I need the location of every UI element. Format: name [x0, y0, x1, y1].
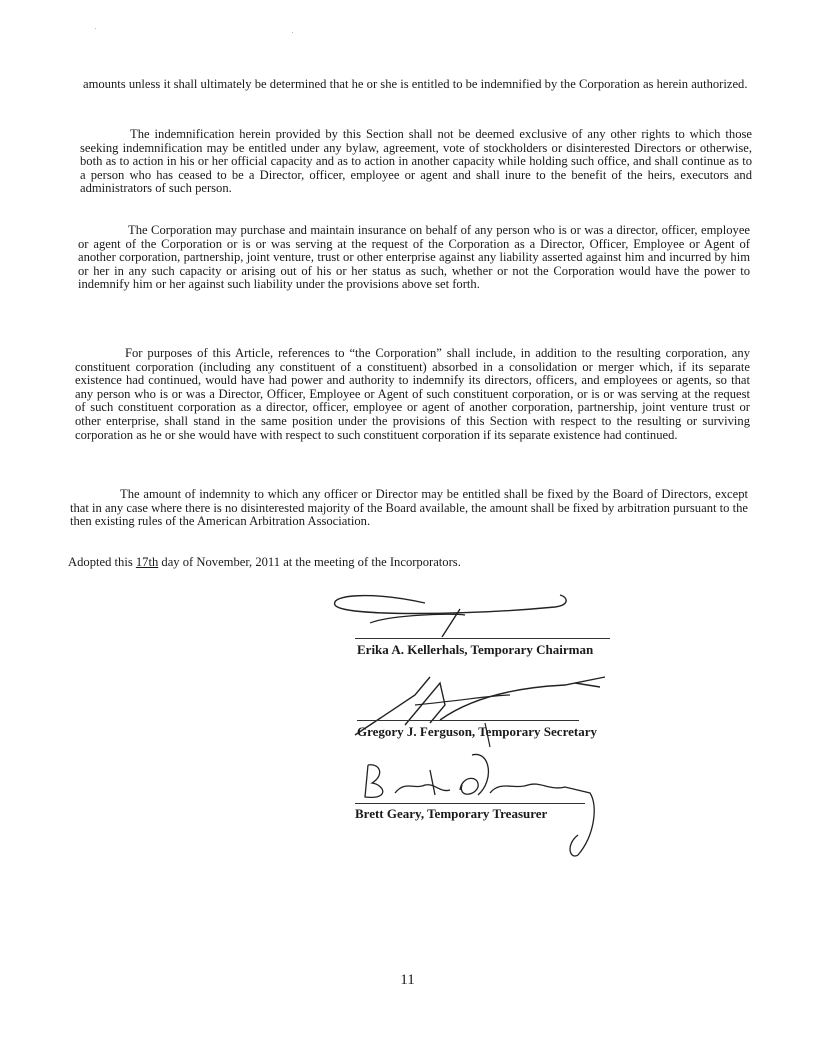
signatory-name-secretary: Gregory J. Ferguson, Temporary Secretary — [357, 724, 597, 739]
page-number: 11 — [400, 972, 415, 988]
adoption-statement — [68, 555, 461, 570]
adoption-day: 17th — [135, 555, 159, 569]
adoption-prefix: Adopted this — [68, 555, 136, 569]
signatory-name-chairman: Erika A. Kellerhals, Temporary Chairman — [357, 642, 594, 657]
paragraph-amount-of-indemnity: The amount of indemnity to which any officer or Director may be entitled shall be fixed by the Board of Directors, except that in any case where there is no disinterested majority of the Board available, the amount shall be fixed by arbitration pursuant to the then existing rules of the American Arbitration Association. — [70, 487, 748, 529]
paragraph-continuation: amounts unless it shall ultimately be determined that he or she is entitled to be indemnified by the Corporation as herein authorized. — [83, 77, 748, 91]
signature-chairman — [330, 585, 580, 640]
paragraph-insurance: The Corporation may purchase and maintain insurance on behalf of any person who is or was a director, officer, employee or agent of the Corporation or is or was serving at the request of the Corporation as a Director, Officer, Employee or Agent of another corporation, partnership, joint venture, trust or other enterprise against any liability asserted against him and incurred by him or her in any such capacity or arising out of his or her status as such, whether or not the Corporation would have the power to indemnify him or her against such liability under the provisions above set forth. — [78, 223, 750, 292]
signature-line-treasurer — [355, 803, 585, 804]
signature-line-secretary — [357, 720, 579, 721]
scan-speck — [95, 28, 96, 29]
signatory-name-treasurer: Brett Geary, Temporary Treasurer — [355, 806, 548, 821]
scan-speck — [292, 32, 293, 33]
signature-line-chairman — [355, 638, 610, 639]
signature-secretary — [345, 665, 645, 755]
paragraph-constituent-corporation: For purposes of this Article, references to “the Corporation” shall include, in addition to the resulting corporation, any constituent corporation (including any constituent of a constituent) absorbed in a consolidation or merger which, if its separate existence had continued, would have had power and authority to indemnify its directors, officers, and employees or agents, so that any person who is or was a Director, Officer, Employee or Agent of such constituent corporation, or is or was serving at the request of such constituent corporation as a director, officer, employee or agent of another corporation, partnership, joint venture trust or other enterprise, shall stand in the same position under the provisions of this Section with respect to the resulting or surviving corporation as he or she would have with respect to such constituent corporation if its separate existence had continued. — [75, 346, 750, 442]
paragraph-indemnification-exclusivity: The indemnification herein provided by this Section shall not be deemed exclusive of any other rights to which those seeking indemnification may be entitled under any bylaw, agreement, vote of stockholders or disinterested Directors or otherwise, both as to action in his or her official capacity and as to action in another capacity while holding such office, and shall continue as to a person who has ceased to be a Director, officer, employee or agent and shall inure to the benefit of the heirs, executors and administrators of such person. — [80, 127, 752, 196]
adoption-suffix: day of November, 2011 at the meeting of the Incorporators. — [158, 555, 461, 569]
